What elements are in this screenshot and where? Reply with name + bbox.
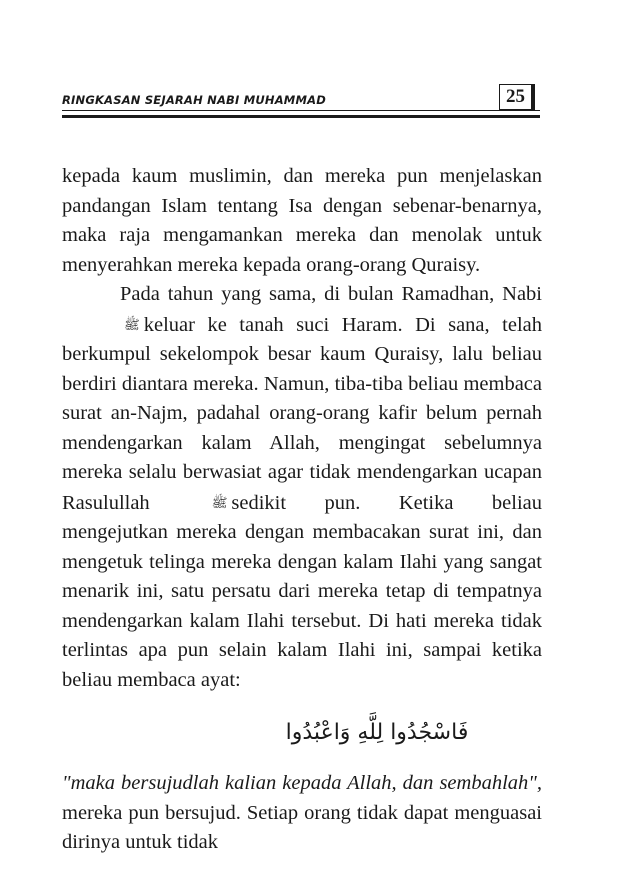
paragraph-1: kepada kaum muslimin, dan mereka pun menjelaskan pandangan Islam tentang Isa dengan sebenar-benarnya, maka raja mengamankan mereka dan menolak untuk menyerahkan mereka kepada orang-orang Quraisy. <box>62 165 542 276</box>
paragraph-2-part-b: keluar ke tanah suci Haram. Di sana, telah berkumpul sekelompok besar kaum Quraisy, lalu beliau berdiri diantara mereka. Namun, tiba-tiba beliau membaca surat an-Najm, padahal orang-orang kafir belum pernah mendengarkan kalam Allah, mengingat sebelumnya mereka selalu berwasiat agar tidak mendengarkan ucapan Rasulullah <box>62 313 542 514</box>
paragraph-2-part-c: sedikit pun. Ketika beliau mengejutkan mereka dengan membacakan surat ini, dan mengetuk telinga mereka dengan kalam Ilahi yang sangat menarik ini, satu persatu dari mereka tetap di tempatnya mendengarkan kalam Ilahi tersebut. Di hati mereka tidak terlintas apa pun selain kalam Ilahi ini, sampai ketika beliau membaca ayat: <box>62 491 542 691</box>
page-body <box>62 162 542 858</box>
header-rule-thick <box>62 115 540 118</box>
verse-translation: "maka bersujudlah kalian kepada Allah, dan sembahlah", <box>62 772 542 794</box>
header-rule-thin <box>62 110 540 111</box>
page-number: 25 <box>499 84 535 110</box>
paragraph-2 <box>62 280 542 695</box>
paragraph-3-rest: mereka pun bersujud. Setiap orang tidak dapat menguasai dirinya untuk tidak <box>62 801 542 853</box>
running-title: RINGKASAN SEJARAH NABI MUHAMMAD <box>62 93 326 107</box>
arabic-verse: فَاسْجُدُوا لِلَّهِ وَاعْبُدُوا <box>285 720 469 745</box>
saw-honorific-icon: ﷺ <box>124 316 140 332</box>
saw-honorific-icon: ﷺ <box>211 494 228 510</box>
paragraph-3 <box>62 769 542 858</box>
page-header <box>62 84 542 124</box>
paragraph-2-part-a: Pada tahun yang sama, di bulan Ramadhan, Nabi <box>120 283 542 305</box>
